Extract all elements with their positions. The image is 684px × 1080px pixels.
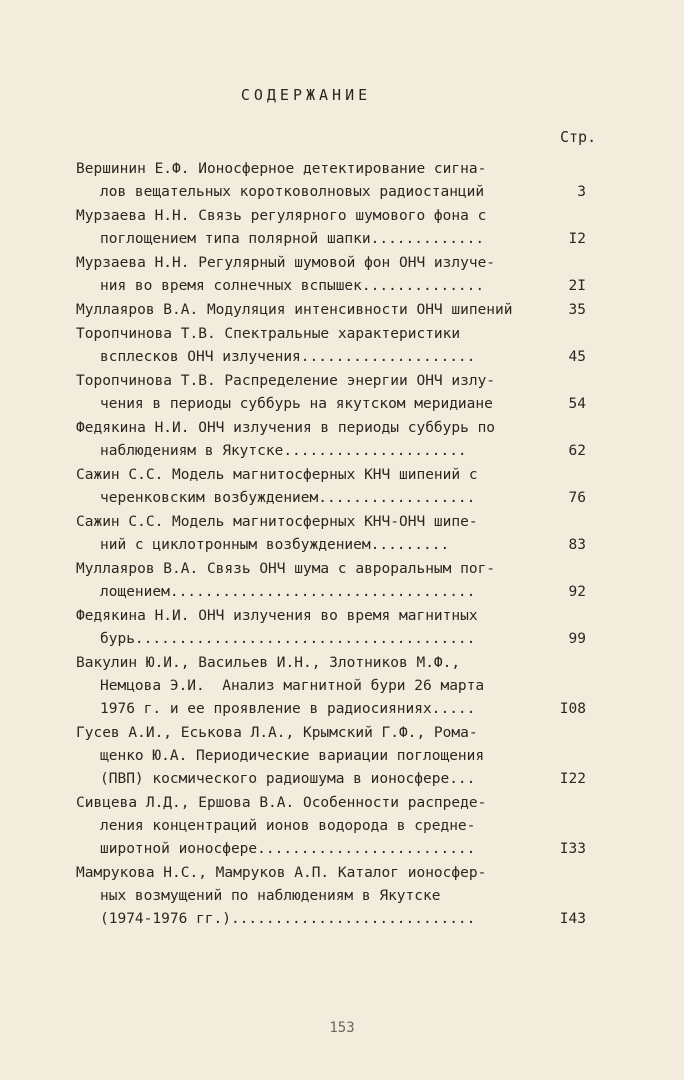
toc-entry-page-number: 35 [568,302,586,318]
toc-entry-line: Федякина Н.И. ОНЧ излучения в периоды суббурь по [76,420,496,436]
toc-entry-page-number: 99 [568,631,586,647]
toc-entry-page-number: 54 [568,396,586,412]
toc-entry-page-number: I2 [568,231,586,247]
toc-entry-line: щенко Ю.А. Периодические вариации поглощения [100,748,485,764]
toc-entry-line: Гусев А.И., Еськова Л.А., Крымский Г.Ф., Рома- [76,725,478,741]
toc-entry-line: Муллаяров В.А. Связь ОНЧ шума с авроральным пог- [76,561,496,577]
toc-entry [76,558,616,604]
toc-entry [76,323,616,369]
toc-entry-line: (1974-1976 гг.)............................ [100,911,476,927]
toc-entry-line: ния во время солнечных вспышек.............. [100,278,485,294]
toc-entry [76,158,616,204]
toc-entry-line: бурь....................................... [100,631,476,647]
toc-entry [76,417,616,463]
toc-entry [76,511,616,557]
toc-entry [76,205,616,251]
toc-entry-line: Сажин С.С. Модель магнитосферных КНЧ шипений с [76,467,478,483]
page-title: СОДЕРЖАНИЕ [240,86,372,104]
toc-entry-line: Мурзаева Н.Н. Регулярный шумовой фон ОНЧ излуче- [76,255,496,271]
toc-entry-page-number: 83 [568,537,586,553]
toc-entry-line: ления концентраций ионов водорода в средне- [100,818,476,834]
toc-entry-line: ных возмущений по наблюдениям в Якутске [100,888,441,904]
toc-entry [76,792,616,861]
toc-entry [76,370,616,416]
toc-entry-line: черенковским возбуждением.................. [100,490,476,506]
toc-entry-line: Мурзаева Н.Н. Связь регулярного шумового фона с [76,208,487,224]
toc-entry-line: ний с циклотронным возбуждением......... [100,537,450,553]
toc-entry-line: 1976 г. и ее проявление в радиосияниях..... [100,701,476,717]
toc-entry [76,605,616,651]
toc-entry-line: широтной ионосфере......................... [100,841,476,857]
toc-entry-page-number: 76 [568,490,586,506]
toc-entry-page-number: 45 [568,349,586,365]
toc-entry-page-number: 92 [568,584,586,600]
toc-entry [76,464,616,510]
toc-entry-page-number: 2I [568,278,586,294]
toc-entry-page-number: I33 [559,841,586,857]
toc-entry [76,652,616,721]
toc-entry [76,722,616,791]
toc-entry-line: Федякина Н.И. ОНЧ излучения во время магнитных [76,608,478,624]
toc-entry-line: всплесков ОНЧ излучения.................... [100,349,476,365]
table-of-contents [76,158,616,932]
toc-entry [76,299,616,322]
toc-entry [76,862,616,931]
toc-entry-line: поглощением типа полярной шапки............. [100,231,485,247]
toc-entry-page-number: I08 [559,701,586,717]
toc-entry-line: лов вещательных коротковолновых радиостанций [100,184,485,200]
toc-entry-line: Сажин С.С. Модель магнитосферных КНЧ-ОНЧ шипе- [76,514,478,530]
toc-entry-line: лощением................................... [100,584,476,600]
toc-entry-line: Вакулин Ю.И., Васильев И.Н., Злотников М.Ф., [76,655,461,671]
page-column-label: Стр. [560,128,597,146]
toc-entry-page-number: 62 [568,443,586,459]
page-number-footer: 153 [329,1020,355,1036]
toc-entry-line: чения в периоды суббурь на якутском меридиане [100,396,493,412]
toc-entry-line: Вершинин Е.Ф. Ионосферное детектирование сигна- [76,161,487,177]
toc-entry-page-number: I22 [559,771,586,787]
toc-entry-line: Мамрукова Н.С., Мамруков А.П. Каталог ионосфер- [76,865,487,881]
toc-entry-line: Муллаяров В.А. Модуляция интенсивности ОНЧ шипений [76,302,513,318]
toc-entry-page-number: 3 [577,184,586,200]
toc-entry-line: Торопчинова Т.В. Распределение энергии ОНЧ излу- [76,373,496,389]
toc-entry [76,252,616,298]
toc-entry-line: Торопчинова Т.В. Спектральные характеристики [76,326,461,342]
toc-entry-line: Сивцева Л.Д., Ершова В.А. Особенности распреде- [76,795,487,811]
toc-entry-line: (ПВП) космического радиошума в ионосфере... [100,771,476,787]
toc-entry-line: Немцова Э.И. Анализ магнитной бури 26 марта [100,678,485,694]
toc-entry-page-number: I43 [559,911,586,927]
toc-entry-line: наблюдениям в Якутске..................... [100,443,467,459]
